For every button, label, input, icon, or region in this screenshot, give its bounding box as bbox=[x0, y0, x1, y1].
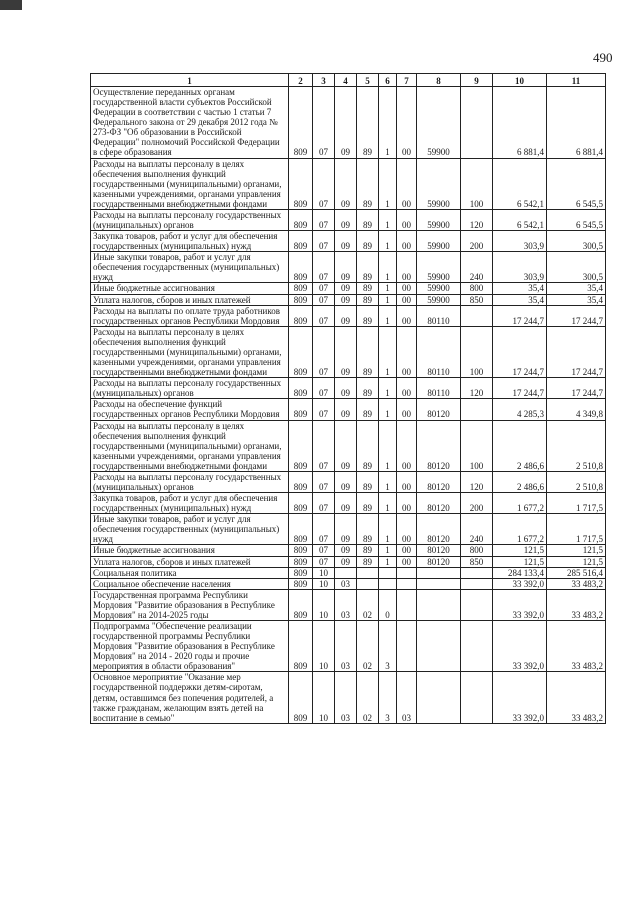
subsection-code: 09 bbox=[335, 283, 357, 294]
direction-code: 59900 bbox=[417, 294, 461, 305]
section-code: 07 bbox=[313, 209, 335, 230]
section-code: 10 bbox=[313, 578, 335, 589]
program-code: 89 bbox=[357, 294, 379, 305]
event-code: 00 bbox=[397, 209, 417, 230]
kvsr-code: 809 bbox=[289, 620, 313, 671]
col-header-5: 5 bbox=[357, 74, 379, 87]
expense-type-code: 800 bbox=[461, 283, 493, 294]
row-description: Осуществление переданных органам государственной власти субъектов Российской Федерации в соответствии с частью 1 статьи 7 Федерального закона от 29 декабря 2012 года № 273-ФЗ "Об образовании в Российской Федерации" полномочий Российской Федерации в сфере образования bbox=[91, 87, 289, 159]
program-code: 89 bbox=[357, 158, 379, 209]
expense-type-code: 120 bbox=[461, 471, 493, 492]
table-row bbox=[91, 672, 606, 723]
event-code bbox=[397, 589, 417, 620]
event-code: 00 bbox=[397, 545, 417, 556]
subsection-code: 03 bbox=[335, 620, 357, 671]
subprogram-code: 0 bbox=[379, 589, 397, 620]
program-code: 89 bbox=[357, 283, 379, 294]
col-header-3: 3 bbox=[313, 74, 335, 87]
amount-year-1: 33 392,0 bbox=[493, 620, 547, 671]
amount-year-2: 35,4 bbox=[547, 283, 606, 294]
direction-code: 80120 bbox=[417, 471, 461, 492]
event-code bbox=[397, 578, 417, 589]
amount-year-2: 285 516,4 bbox=[547, 567, 606, 578]
expense-type-code: 200 bbox=[461, 493, 493, 514]
amount-year-1: 121,5 bbox=[493, 545, 547, 556]
subprogram-code: 3 bbox=[379, 620, 397, 671]
amount-year-1: 6 881,4 bbox=[493, 87, 547, 159]
table-row bbox=[91, 620, 606, 671]
amount-year-2: 121,5 bbox=[547, 545, 606, 556]
event-code: 00 bbox=[397, 556, 417, 567]
subsection-code: 09 bbox=[335, 556, 357, 567]
kvsr-code: 809 bbox=[289, 578, 313, 589]
direction-code bbox=[417, 589, 461, 620]
subprogram-code: 1 bbox=[379, 209, 397, 230]
event-code: 00 bbox=[397, 399, 417, 420]
section-code: 07 bbox=[313, 378, 335, 399]
amount-year-1: 1 677,2 bbox=[493, 514, 547, 545]
direction-code bbox=[417, 567, 461, 578]
section-code: 07 bbox=[313, 87, 335, 159]
subsection-code: 09 bbox=[335, 514, 357, 545]
row-description: Государственная программа Республики Мордовия "Развитие образования в Республике Мордовия" на 2014-2025 годы bbox=[91, 589, 289, 620]
table-row bbox=[91, 294, 606, 305]
col-header-4: 4 bbox=[335, 74, 357, 87]
event-code: 00 bbox=[397, 87, 417, 159]
event-code: 00 bbox=[397, 326, 417, 377]
direction-code: 59900 bbox=[417, 283, 461, 294]
event-code: 00 bbox=[397, 514, 417, 545]
table-row bbox=[91, 514, 606, 545]
section-code: 07 bbox=[313, 283, 335, 294]
section-code: 07 bbox=[313, 556, 335, 567]
table-row bbox=[91, 87, 606, 159]
subprogram-code: 1 bbox=[379, 493, 397, 514]
amount-year-1: 2 486,6 bbox=[493, 471, 547, 492]
col-header-6: 6 bbox=[379, 74, 397, 87]
amount-year-2: 2 510,8 bbox=[547, 420, 606, 471]
table-row bbox=[91, 493, 606, 514]
direction-code: 59900 bbox=[417, 158, 461, 209]
expense-type-code: 240 bbox=[461, 514, 493, 545]
expense-type-code: 120 bbox=[461, 209, 493, 230]
subsection-code: 09 bbox=[335, 231, 357, 252]
row-description: Расходы на выплаты персоналу в целях обеспечения выполнения функций государственными (муниципальными) органами, казенными учреждениями, органами управления государственными внебюджетными фондами bbox=[91, 158, 289, 209]
event-code: 00 bbox=[397, 471, 417, 492]
table-row bbox=[91, 252, 606, 283]
subsection-code: 09 bbox=[335, 87, 357, 159]
table-row bbox=[91, 589, 606, 620]
direction-code bbox=[417, 620, 461, 671]
header-row bbox=[91, 74, 606, 87]
subsection-code: 03 bbox=[335, 589, 357, 620]
program-code: 02 bbox=[357, 672, 379, 723]
subsection-code: 09 bbox=[335, 326, 357, 377]
direction-code bbox=[417, 672, 461, 723]
direction-code: 80110 bbox=[417, 305, 461, 326]
amount-year-2: 1 717,5 bbox=[547, 493, 606, 514]
table-row bbox=[91, 305, 606, 326]
expense-type-code bbox=[461, 305, 493, 326]
kvsr-code: 809 bbox=[289, 252, 313, 283]
expense-type-code bbox=[461, 399, 493, 420]
section-code: 07 bbox=[313, 514, 335, 545]
subsection-code: 09 bbox=[335, 158, 357, 209]
subprogram-code bbox=[379, 578, 397, 589]
amount-year-1: 284 133,4 bbox=[493, 567, 547, 578]
subprogram-code: 1 bbox=[379, 514, 397, 545]
event-code: 00 bbox=[397, 378, 417, 399]
amount-year-1: 303,9 bbox=[493, 231, 547, 252]
amount-year-1: 17 244,7 bbox=[493, 305, 547, 326]
subprogram-code: 1 bbox=[379, 556, 397, 567]
amount-year-2: 33 483,2 bbox=[547, 672, 606, 723]
col-header-10: 10 bbox=[493, 74, 547, 87]
program-code: 89 bbox=[357, 420, 379, 471]
row-description: Иные закупки товаров, работ и услуг для обеспечения государственных (муниципальных) нужд bbox=[91, 514, 289, 545]
subprogram-code: 1 bbox=[379, 305, 397, 326]
section-code: 07 bbox=[313, 493, 335, 514]
row-description: Закупка товаров, работ и услуг для обеспечения государственных (муниципальных) нужд bbox=[91, 493, 289, 514]
amount-year-2: 35,4 bbox=[547, 294, 606, 305]
section-code: 10 bbox=[313, 620, 335, 671]
program-code bbox=[357, 578, 379, 589]
expense-type-code bbox=[461, 672, 493, 723]
amount-year-1: 303,9 bbox=[493, 252, 547, 283]
direction-code: 80120 bbox=[417, 556, 461, 567]
program-code: 89 bbox=[357, 378, 379, 399]
subprogram-code: 1 bbox=[379, 294, 397, 305]
subsection-code: 09 bbox=[335, 471, 357, 492]
direction-code: 80120 bbox=[417, 514, 461, 545]
kvsr-code: 809 bbox=[289, 420, 313, 471]
amount-year-1: 33 392,0 bbox=[493, 578, 547, 589]
amount-year-1: 35,4 bbox=[493, 294, 547, 305]
row-description: Расходы на выплаты персоналу в целях обеспечения выполнения функций государственными (муниципальными) органами, казенными учреждениями, органами управления государственными внебюджетными фондами bbox=[91, 326, 289, 377]
row-description: Расходы на выплаты персоналу государственных (муниципальных) органов bbox=[91, 471, 289, 492]
kvsr-code: 809 bbox=[289, 471, 313, 492]
kvsr-code: 809 bbox=[289, 567, 313, 578]
kvsr-code: 809 bbox=[289, 399, 313, 420]
table-row bbox=[91, 556, 606, 567]
subsection-code: 03 bbox=[335, 672, 357, 723]
direction-code: 59900 bbox=[417, 209, 461, 230]
kvsr-code: 809 bbox=[289, 556, 313, 567]
kvsr-code: 809 bbox=[289, 283, 313, 294]
kvsr-code: 809 bbox=[289, 158, 313, 209]
direction-code: 80110 bbox=[417, 378, 461, 399]
amount-year-1: 35,4 bbox=[493, 283, 547, 294]
subprogram-code: 1 bbox=[379, 231, 397, 252]
subprogram-code bbox=[379, 567, 397, 578]
expense-type-code bbox=[461, 567, 493, 578]
subsection-code: 09 bbox=[335, 420, 357, 471]
expense-type-code bbox=[461, 589, 493, 620]
program-code: 89 bbox=[357, 545, 379, 556]
event-code bbox=[397, 567, 417, 578]
table-row bbox=[91, 231, 606, 252]
event-code: 00 bbox=[397, 252, 417, 283]
direction-code: 80110 bbox=[417, 326, 461, 377]
table-row bbox=[91, 326, 606, 377]
row-description: Уплата налогов, сборов и иных платежей bbox=[91, 556, 289, 567]
row-description: Социальная политика bbox=[91, 567, 289, 578]
table-row bbox=[91, 567, 606, 578]
section-code: 07 bbox=[313, 471, 335, 492]
kvsr-code: 809 bbox=[289, 545, 313, 556]
subsection-code: 09 bbox=[335, 399, 357, 420]
program-code: 89 bbox=[357, 305, 379, 326]
program-code: 89 bbox=[357, 87, 379, 159]
amount-year-1: 4 285,3 bbox=[493, 399, 547, 420]
col-header-9: 9 bbox=[461, 74, 493, 87]
row-description: Расходы на выплаты персоналу государственных (муниципальных) органов bbox=[91, 378, 289, 399]
kvsr-code: 809 bbox=[289, 294, 313, 305]
section-code: 07 bbox=[313, 420, 335, 471]
expense-type-code: 850 bbox=[461, 294, 493, 305]
kvsr-code: 809 bbox=[289, 209, 313, 230]
table-row bbox=[91, 283, 606, 294]
expense-type-code: 100 bbox=[461, 326, 493, 377]
expense-type-code: 850 bbox=[461, 556, 493, 567]
expense-type-code bbox=[461, 87, 493, 159]
budget-table bbox=[90, 73, 606, 724]
amount-year-2: 6 545,5 bbox=[547, 158, 606, 209]
program-code: 89 bbox=[357, 399, 379, 420]
amount-year-2: 300,5 bbox=[547, 231, 606, 252]
event-code: 03 bbox=[397, 672, 417, 723]
table-row bbox=[91, 158, 606, 209]
event-code: 00 bbox=[397, 158, 417, 209]
table-row bbox=[91, 578, 606, 589]
event-code: 00 bbox=[397, 231, 417, 252]
amount-year-1: 6 542,1 bbox=[493, 209, 547, 230]
table-row bbox=[91, 420, 606, 471]
row-description: Подпрограмма "Обеспечение реализации государственной программы Республики Мордовия "Развитие образования в Республике Мордовия" на 2014 - 2020 годы и прочие мероприятия в области образования" bbox=[91, 620, 289, 671]
amount-year-2: 2 510,8 bbox=[547, 471, 606, 492]
row-description: Расходы на выплаты персоналу в целях обеспечения выполнения функций государственными (муниципальными) органами, казенными учреждениями, органами управления государственными внебюджетными фондами bbox=[91, 420, 289, 471]
table-row bbox=[91, 399, 606, 420]
section-code: 10 bbox=[313, 672, 335, 723]
table-row bbox=[91, 378, 606, 399]
row-description: Иные бюджетные ассигнования bbox=[91, 283, 289, 294]
row-description: Иные закупки товаров, работ и услуг для обеспечения государственных (муниципальных) нужд bbox=[91, 252, 289, 283]
direction-code: 80120 bbox=[417, 493, 461, 514]
amount-year-2: 6 881,4 bbox=[547, 87, 606, 159]
section-code: 07 bbox=[313, 305, 335, 326]
section-code: 07 bbox=[313, 294, 335, 305]
table-row bbox=[91, 209, 606, 230]
section-code: 07 bbox=[313, 545, 335, 556]
direction-code: 80120 bbox=[417, 420, 461, 471]
amount-year-2: 300,5 bbox=[547, 252, 606, 283]
col-header-7: 7 bbox=[397, 74, 417, 87]
expense-type-code: 200 bbox=[461, 231, 493, 252]
amount-year-2: 33 483,2 bbox=[547, 578, 606, 589]
subsection-code bbox=[335, 567, 357, 578]
table-row bbox=[91, 471, 606, 492]
direction-code: 59900 bbox=[417, 252, 461, 283]
table-row bbox=[91, 545, 606, 556]
event-code: 00 bbox=[397, 420, 417, 471]
section-code: 07 bbox=[313, 158, 335, 209]
subprogram-code: 1 bbox=[379, 420, 397, 471]
event-code: 00 bbox=[397, 493, 417, 514]
amount-year-2: 17 244,7 bbox=[547, 378, 606, 399]
section-code: 07 bbox=[313, 231, 335, 252]
subprogram-code: 1 bbox=[379, 158, 397, 209]
amount-year-1: 17 244,7 bbox=[493, 326, 547, 377]
expense-type-code bbox=[461, 578, 493, 589]
col-header-8: 8 bbox=[417, 74, 461, 87]
kvsr-code: 809 bbox=[289, 305, 313, 326]
kvsr-code: 809 bbox=[289, 589, 313, 620]
subsection-code: 09 bbox=[335, 378, 357, 399]
amount-year-2: 4 349,8 bbox=[547, 399, 606, 420]
kvsr-code: 809 bbox=[289, 326, 313, 377]
subprogram-code: 1 bbox=[379, 378, 397, 399]
amount-year-1: 6 542,1 bbox=[493, 158, 547, 209]
subsection-code: 09 bbox=[335, 545, 357, 556]
page-number: 490 bbox=[593, 50, 613, 65]
subsection-code: 09 bbox=[335, 294, 357, 305]
row-description: Закупка товаров, работ и услуг для обеспечения государственных (муниципальных) нужд bbox=[91, 231, 289, 252]
event-code bbox=[397, 620, 417, 671]
section-code: 10 bbox=[313, 567, 335, 578]
amount-year-1: 2 486,6 bbox=[493, 420, 547, 471]
kvsr-code: 809 bbox=[289, 87, 313, 159]
direction-code: 80120 bbox=[417, 545, 461, 556]
section-code: 07 bbox=[313, 252, 335, 283]
subsection-code: 09 bbox=[335, 252, 357, 283]
subsection-code: 09 bbox=[335, 209, 357, 230]
subsection-code: 09 bbox=[335, 493, 357, 514]
expense-type-code: 100 bbox=[461, 420, 493, 471]
amount-year-2: 1 717,5 bbox=[547, 514, 606, 545]
amount-year-2: 33 483,2 bbox=[547, 589, 606, 620]
event-code: 00 bbox=[397, 294, 417, 305]
subprogram-code: 3 bbox=[379, 672, 397, 723]
event-code: 00 bbox=[397, 305, 417, 326]
amount-year-2: 17 244,7 bbox=[547, 326, 606, 377]
row-description: Основное мероприятие "Оказание мер государственной поддержки детям-сиротам, детям, оставшимся без попечения родителей, а также гражданам, желающим взять детей на воспитание в семью" bbox=[91, 672, 289, 723]
subprogram-code: 1 bbox=[379, 471, 397, 492]
expense-type-code: 100 bbox=[461, 158, 493, 209]
kvsr-code: 809 bbox=[289, 231, 313, 252]
subprogram-code: 1 bbox=[379, 399, 397, 420]
amount-year-1: 33 392,0 bbox=[493, 589, 547, 620]
amount-year-2: 121,5 bbox=[547, 556, 606, 567]
amount-year-2: 6 545,5 bbox=[547, 209, 606, 230]
expense-type-code bbox=[461, 620, 493, 671]
section-code: 07 bbox=[313, 326, 335, 377]
row-description: Уплата налогов, сборов и иных платежей bbox=[91, 294, 289, 305]
program-code: 89 bbox=[357, 514, 379, 545]
row-description: Расходы на обеспечение функций государственных органов Республики Мордовия bbox=[91, 399, 289, 420]
program-code bbox=[357, 567, 379, 578]
kvsr-code: 809 bbox=[289, 672, 313, 723]
program-code: 89 bbox=[357, 326, 379, 377]
amount-year-2: 33 483,2 bbox=[547, 620, 606, 671]
expense-type-code: 800 bbox=[461, 545, 493, 556]
program-code: 02 bbox=[357, 620, 379, 671]
subprogram-code: 1 bbox=[379, 283, 397, 294]
amount-year-2: 17 244,7 bbox=[547, 305, 606, 326]
subprogram-code: 1 bbox=[379, 252, 397, 283]
expense-type-code: 240 bbox=[461, 252, 493, 283]
subprogram-code: 1 bbox=[379, 545, 397, 556]
row-description: Иные бюджетные ассигнования bbox=[91, 545, 289, 556]
program-code: 89 bbox=[357, 493, 379, 514]
program-code: 02 bbox=[357, 589, 379, 620]
col-header-11: 11 bbox=[547, 74, 606, 87]
direction-code: 59900 bbox=[417, 231, 461, 252]
subsection-code: 09 bbox=[335, 305, 357, 326]
program-code: 89 bbox=[357, 471, 379, 492]
col-header-1: 1 bbox=[91, 74, 289, 87]
program-code: 89 bbox=[357, 209, 379, 230]
direction-code bbox=[417, 578, 461, 589]
section-code: 07 bbox=[313, 399, 335, 420]
scan-corner-mark bbox=[0, 0, 22, 10]
col-header-2: 2 bbox=[289, 74, 313, 87]
direction-code: 80120 bbox=[417, 399, 461, 420]
row-description: Социальное обеспечение населения bbox=[91, 578, 289, 589]
event-code: 00 bbox=[397, 283, 417, 294]
kvsr-code: 809 bbox=[289, 514, 313, 545]
amount-year-1: 1 677,2 bbox=[493, 493, 547, 514]
row-description: Расходы на выплаты персоналу государственных (муниципальных) органов bbox=[91, 209, 289, 230]
amount-year-1: 33 392,0 bbox=[493, 672, 547, 723]
subprogram-code: 1 bbox=[379, 326, 397, 377]
kvsr-code: 809 bbox=[289, 493, 313, 514]
expense-type-code: 120 bbox=[461, 378, 493, 399]
row-description: Расходы на выплаты по оплате труда работников государственных органов Республики Мордовия bbox=[91, 305, 289, 326]
direction-code: 59900 bbox=[417, 87, 461, 159]
kvsr-code: 809 bbox=[289, 378, 313, 399]
subsection-code: 03 bbox=[335, 578, 357, 589]
subprogram-code: 1 bbox=[379, 87, 397, 159]
program-code: 89 bbox=[357, 252, 379, 283]
amount-year-1: 121,5 bbox=[493, 556, 547, 567]
amount-year-1: 17 244,7 bbox=[493, 378, 547, 399]
program-code: 89 bbox=[357, 231, 379, 252]
section-code: 10 bbox=[313, 589, 335, 620]
program-code: 89 bbox=[357, 556, 379, 567]
